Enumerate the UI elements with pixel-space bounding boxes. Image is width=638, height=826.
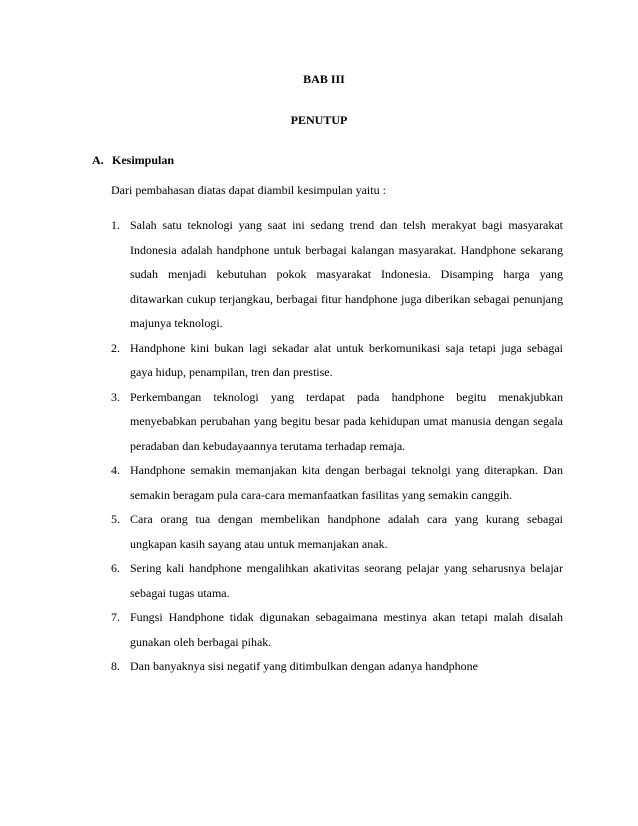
intro-paragraph: Dari pembahasan diatas dapat diambil kesimpulan yaitu :	[111, 183, 386, 197]
list-item-text: Cara orang tua dengan membelikan handphone adalah cara yang kurang sebagai ungkapan kasih sayang atau untuk memanjakan anak.	[130, 512, 563, 551]
list-item	[111, 556, 563, 605]
list-item-number: 4.	[111, 463, 120, 477]
list-item	[111, 507, 563, 556]
list-item-text: Perkembangan teknologi yang terdapat pada handphone begitu menakjubkan menyebabkan perubahan yang begitu besar pada kehidupan umat manusia dengan segala peradaban dan kebudayaannya terutama terhadap remaja.	[130, 389, 563, 453]
list-item-number: 8.	[111, 659, 120, 673]
list-item-number: 6.	[111, 561, 120, 575]
list-item	[111, 385, 563, 459]
list-item-number: 5.	[111, 512, 120, 526]
list-item	[111, 336, 563, 385]
list-item-number: 7.	[111, 610, 120, 624]
list-item-text: Handphone kini bukan lagi sekadar alat untuk berkomunikasi saja tetapi juga sebagai gaya hidup, penampilan, tren dan prestise.	[130, 340, 563, 379]
chapter-heading: BAB III	[303, 72, 345, 86]
list-item-text: Fungsi Handphone tidak digunakan sebagaimana mestinya akan tetapi malah disalah gunakan oleh berbagai pihak.	[130, 610, 563, 649]
conclusion-list	[111, 213, 563, 679]
list-item-text: Sering kali handphone mengalihkan akativitas seorang pelajar yang seharusnya belajar sebagai tugas utama.	[130, 561, 563, 600]
section-heading	[92, 153, 174, 168]
list-item	[111, 654, 563, 679]
list-item-text: Salah satu teknologi yang saat ini sedang trend dan telsh merakyat bagi masyarakat Indonesia adalah handphone untuk berbagai kalangan masyarakat. Handphone sekarang sudah menjadi kebutuhan pokok masyarakat Indonesia. Disamping harga yang ditawarkan cukup terjangkau, berbagai fitur handphone juga diberikan sebagai penunjang majunya teknologi.	[130, 218, 563, 330]
list-item-number: 3.	[111, 389, 120, 404]
list-item	[111, 213, 563, 336]
list-item	[111, 605, 563, 654]
list-item-text: Dan banyaknya sisi negatif yang ditimbulkan dengan adanya handphone	[130, 659, 478, 673]
section-letter: A.	[92, 153, 104, 167]
chapter-title: PENUTUP	[290, 113, 348, 127]
list-item	[111, 458, 563, 507]
list-item-text: Handphone semakin memanjakan kita dengan berbagai teknolgi yang diterapkan. Dan semakin beragam pula cara-cara memanfaatkan fasilitas yang semakin canggih.	[130, 463, 563, 502]
list-item-number: 1.	[111, 218, 120, 232]
list-item-number: 2.	[111, 340, 120, 355]
section-title: Kesimpulan	[112, 153, 175, 167]
